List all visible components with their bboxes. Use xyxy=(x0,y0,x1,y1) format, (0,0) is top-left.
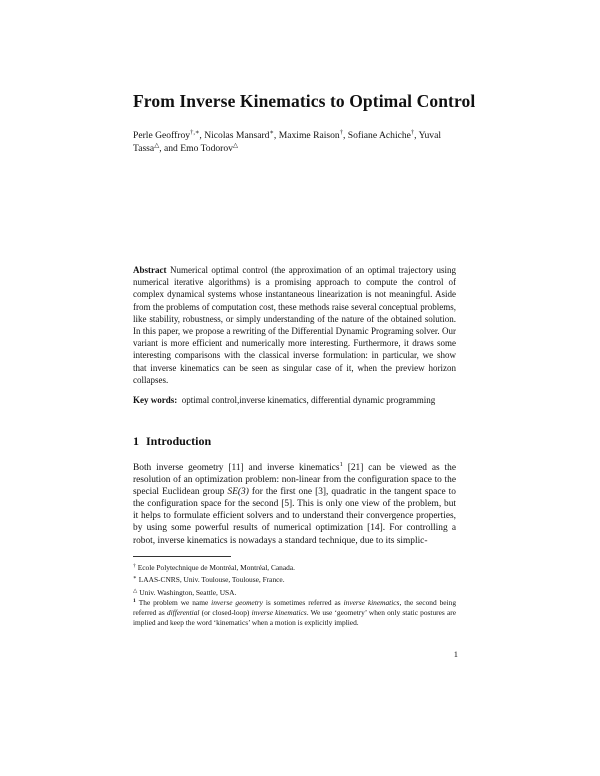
affiliation-text: Ecole Polytechnique de Montréal, Montréal, Canada. xyxy=(137,563,295,572)
footnote-text-run: The problem we name xyxy=(138,598,212,607)
author-name: Emo Todorov xyxy=(180,142,233,154)
section-title: Introduction xyxy=(146,434,212,448)
section-heading xyxy=(133,434,433,449)
affiliation-mark: † xyxy=(133,563,136,569)
affiliation-text: LAAS-CNRS, Univ. Toulouse, Toulouse, France. xyxy=(138,575,285,585)
abstract-text: Numerical optimal control (the approximation of an optimal trajectory using numerical iterative algorithms) is a promising approach to compute the control of complex dynamical systems whose instantaneous linearization is not meaningful. Aside from the problems of computation cost, these methods raise several conceptual problems, like stability, robustness, or simply understanding of the nature of the obtained solution. In this paper, we propose a rewriting of the Differential Dynamic Programing solver. Our variant is more efficient and numerically more interesting. Furthermore, it draws some interesting comparisons with the classical inverse formulation: in particular, we show that inverse kinematics can be seen as singular case of it, when the preview horizon collapses. xyxy=(133,265,456,385)
author-name: Perle Geoffroy xyxy=(133,130,191,141)
footnote-text-run: is sometimes referred as xyxy=(262,598,344,607)
author-separator: , xyxy=(273,130,279,141)
affiliations xyxy=(133,561,463,598)
footnote-mark: 1 xyxy=(133,598,136,604)
author-affiliation-mark: △ xyxy=(232,141,238,149)
author-affiliation-mark: †,∗ xyxy=(190,129,200,136)
paper-title: From Inverse Kinematics to Optimal Control xyxy=(133,91,476,111)
author-list xyxy=(133,130,463,155)
affiliation-text: Univ. Washington, Seattle, USA. xyxy=(139,587,237,597)
author-affiliation-mark: † xyxy=(339,129,343,136)
abstract xyxy=(133,264,456,386)
footnote-text-run: . We use ‘geometry’ when only static postures are implied and keep the word ‘kinematics’ when a motion is explicitly implied. xyxy=(133,608,456,628)
footnote xyxy=(133,596,456,629)
affiliation-mark: ∗ xyxy=(133,575,137,582)
author-separator: , xyxy=(199,130,205,141)
footnote-reference: 1 xyxy=(339,461,343,468)
keywords-label: Key words: xyxy=(133,395,178,405)
author-name: Nicolas Mansard xyxy=(204,130,270,141)
affiliation-line xyxy=(133,561,463,573)
page-number: 1 xyxy=(453,649,458,659)
footnote-italic-run: differential xyxy=(166,608,200,618)
body-text-run: [21] can be viewed as the resolution of an optimization problem: non-linear from the configuration space to the special Euclidean group xyxy=(133,463,457,498)
affiliation-line xyxy=(133,573,463,585)
author-affiliation-mark: † xyxy=(410,129,415,136)
section-number: 1 xyxy=(133,434,139,448)
keywords-text: optimal control,inverse kinematics, differential dynamic programming xyxy=(181,395,436,405)
author-name: Maxime Raison xyxy=(278,130,340,141)
footnote-text-run: (or closed-loop) xyxy=(199,608,252,618)
author-separator: , xyxy=(414,130,419,141)
author-affiliation-mark: △ xyxy=(154,141,160,149)
author-separator: , xyxy=(342,130,348,141)
footnote-italic-run: inverse geometry xyxy=(211,598,263,607)
abstract-label: Abstract xyxy=(133,265,167,275)
math-se3: SE(3) xyxy=(227,487,249,498)
footnote-italic-run: inverse kinematics xyxy=(343,598,400,607)
author-separator: , and xyxy=(159,142,181,154)
body-text-run: Both inverse geometry [11] and inverse kinematics xyxy=(133,463,340,473)
body-paragraph xyxy=(133,462,456,547)
keywords xyxy=(133,394,463,406)
author-affiliation-mark: ∗ xyxy=(269,129,274,136)
footnote-text-run: , the second being referred as xyxy=(133,598,457,618)
footnote-italic-run: inverse kinematics xyxy=(251,608,307,618)
affiliation-mark: △ xyxy=(133,587,138,594)
body-text-run: for the first one [3], quadratic in the tangent space to the configuration space for the second [5]. This is only one view of the problem, but it helps to formulate efficient solvers and to understand their convergence properties, by using some powerful results of numerical optimization [14]. For controlling a robot, inverse kinematics is nowadays a standard technique, due to its simplic- xyxy=(133,487,456,546)
footnote-divider xyxy=(133,556,231,557)
author-name: Sofiane Achiche xyxy=(347,130,411,141)
author-name: Yuval Tassa xyxy=(133,130,442,154)
